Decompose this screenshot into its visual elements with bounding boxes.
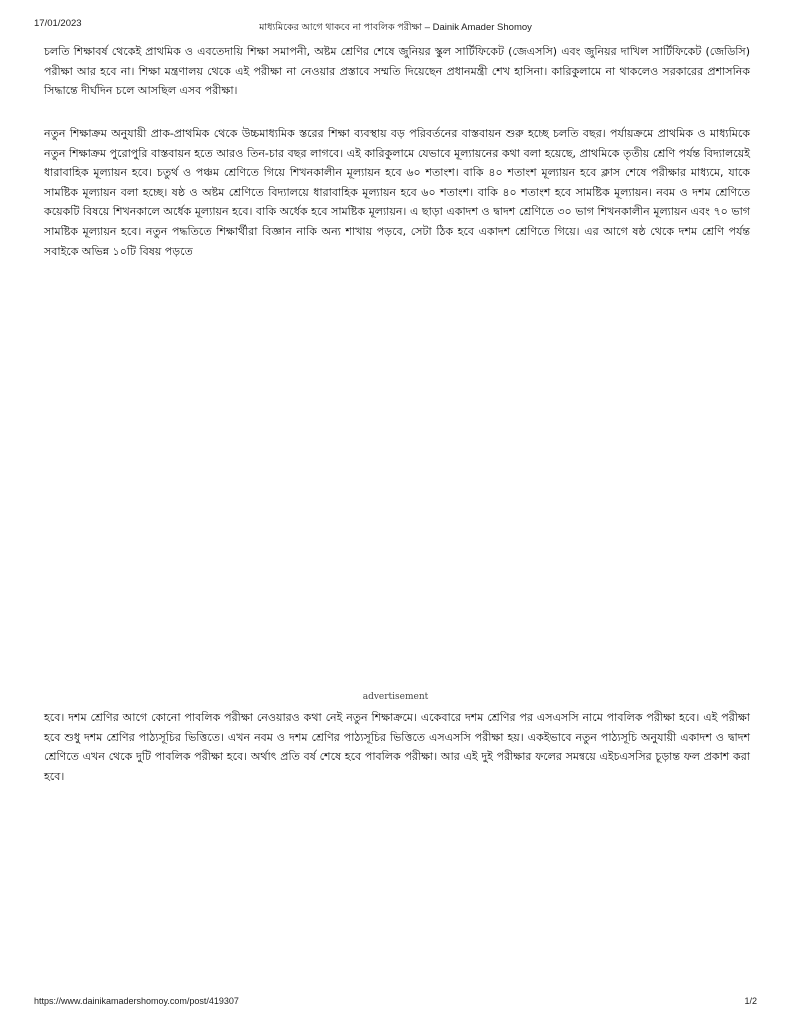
advertisement-label: advertisement	[362, 692, 429, 702]
print-footer	[34, 996, 757, 1010]
article-paragraph-3: হবে। দশম শ্রেণির আগে কোনো পাবলিক পরীক্ষা নেওয়ারও কথা নেই নতুন শিক্ষাক্রমে। একেবারে দশম শ্রেণির পর এসএসসি নামে পাবলিক পরীক্ষা হবে। এই পরীক্ষা হবে শুধু দশম শ্রেণির পাঠ্যসূচির ভিত্তিতে। এখন নবম ও দশম শ্রেণির পাঠ্যসূচির ভিত্তিতে এসএসসি পরীক্ষা হয়। একইভাবে নতুন পাঠ্যসূচি অনুযায়ী একাদশ ও দ্বাদশ শ্রেণিতে এখন থেকে দুটি পাবলিক পরীক্ষা হবে। অর্থাৎ প্রতি বর্ষ শেষে হবে পাবলিক পরীক্ষা। আর এই দুই পরীক্ষার ফলের সমন্বয়ে এইচএসসির চূড়ান্ত ফল প্রকাশ করা হবে।	[44, 711, 750, 783]
article-paragraph-1: চলতি শিক্ষাবর্ষ থেকেই প্রাথমিক ও এবতেদায়ি শিক্ষা সমাপনী, অষ্টম শ্রেণির শেষে জুনিয়র স্কুল সার্টিফিকেট (জেএসসি) এবং জুনিয়র দাখিল সার্টিফিকেট (জেডিসি) পরীক্ষা আর হবে না। শিক্ষা মন্ত্রণালয় থেকে এই পরীক্ষা না নেওয়ার প্রস্তাবে সম্মতি দিয়েছেন প্রধানমন্ত্রী শেখ হাসিনা। কারিকুলামে না থাকলেও সরকারের প্রশাসনিক সিদ্ধান্তে দীর্ঘদিন চলে আসছিল এসব পরীক্ষা।	[44, 45, 750, 98]
article-paragraph-2: নতুন শিক্ষাক্রম অনুযায়ী প্রাক-প্রাথমিক থেকে উচ্চমাধ্যমিক স্তরের শিক্ষা ব্যবস্থায় বড় পরিবর্তনের বাস্তবায়ন শুরু হচ্ছে চলতি বছর। পর্যায়ক্রমে প্রাথমিক ও মাধ্যমিকে নতুন শিক্ষাক্রম পুরোপুরি বাস্তবায়ন হতে আরও তিন-চার বছর লাগবে। এই কারিকুলামে যেভাবে মূল্যায়নের কথা বলা হয়েছে, প্রাথমিকে তৃতীয় শ্রেণি পর্যন্ত বিদ্যালয়েই ধারাবাহিক মূল্যায়ন হবে। চতুর্থ ও পঞ্চম শ্রেণিতে গিয়ে শিখনকালীন মূল্যায়ন হবে ৬০ শতাংশ। বাকি ৪০ শতাংশ মূল্যায়ন হবে ক্লাস শেষে পরীক্ষার মাধ্যমে, যাকে সামষ্টিক মূল্যায়ন বলা হচ্ছে। ষষ্ঠ ও অষ্টম শ্রেণিতে বিদ্যালয়ে ধারাবাহিক মূল্যায়ন হবে ৬০ শতাংশ। বাকি ৪০ শতাংশ হবে সামষ্টিক মূল্যায়ন। নবম ও দশম শ্রেণিতে কয়েকটি বিষয়ে শিখনকালে অর্ধেক মূল্যায়ন হবে। বাকি অর্ধেক হবে সামষ্টিক মূল্যায়ন। এ ছাড়া একাদশ ও দ্বাদশ শ্রেণিতে ৩০ ভাগ শিখনকালীন মূল্যায়ন এবং ৭০ ভাগ সামষ্টিক মূল্যায়ন হবে। নতুন পদ্ধতিতে শিক্ষার্থীরা বিজ্ঞান নাকি অন্য শাখায় পড়বে, সেটা ঠিক হবে একাদশ শ্রেণিতে গিয়ে। এর আগে ষষ্ঠ থেকে দশম শ্রেণি পর্যন্ত সবাইকে অভিন্ন ১০টি বিষয় পড়তে	[44, 127, 750, 258]
page-title: মাধ্যমিকের আগে থাকবে না পাবলিক পরীক্ষা – Dainik Amader Shomoy	[259, 22, 532, 33]
article-body-bottom	[44, 708, 750, 786]
print-header	[34, 18, 757, 34]
article-body-top	[44, 42, 750, 101]
page-number: 1/2	[744, 996, 757, 1006]
print-date: 17/01/2023	[34, 18, 82, 29]
source-url: https://www.dainikamadershomoy.com/post/419307	[34, 996, 239, 1006]
article-body-middle	[44, 124, 750, 261]
